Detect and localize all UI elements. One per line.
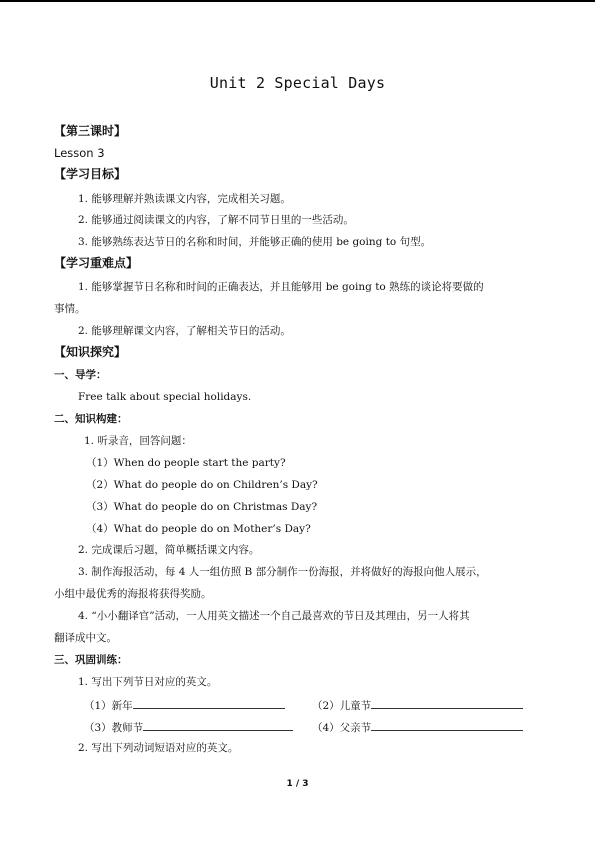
blank-row-teachers-day	[84, 719, 293, 735]
page-top-rule	[0, 0, 595, 2]
question-3: （3）What do people do on Christmas Day?	[86, 501, 318, 513]
blank-label-new-year: （1）新年	[84, 700, 133, 712]
answer-blank-childrens-day[interactable]	[371, 697, 523, 709]
key-point-2: 2. 能够理解课文内容，了解相关节日的活动。	[78, 325, 291, 337]
blank-row-fathers-day	[312, 719, 523, 735]
document-title: Unit 2 Special Days	[209, 74, 386, 92]
blank-label-childrens-day: （2）儿童节	[312, 700, 372, 712]
blank-label-teachers-day: （3）教师节	[84, 722, 144, 734]
blank-row-new-year	[84, 697, 285, 713]
build-item-3-line-2: 小组中最优秀的海报将获得奖励。	[54, 588, 212, 600]
question-4: （4）What do people do on Mother’s Day?	[86, 523, 311, 535]
practice-item-1: 1. 写出下列节日对应的英文。	[78, 676, 218, 688]
build-item-3-line-1: 3. 制作海报活动，每 4 人一组仿照 B 部分制作一份海报，并将做好的海报向他人展示，	[78, 566, 487, 578]
blank-label-fathers-day: （4）父亲节	[312, 722, 372, 734]
blank-row-childrens-day	[312, 697, 523, 713]
build-item-2: 2. 完成课后习题，简单概括课文内容。	[78, 544, 260, 556]
build-item-4-line-2: 翻译成中文。	[54, 632, 117, 644]
key-point-1-line-1: 1. 能够掌握节日名称和时间的正确表达，并且能够用 be going to 熟练的谈论将要做的	[78, 281, 484, 293]
build-heading: 二、知识构建：	[54, 413, 128, 425]
goal-item-2: 2. 能够通过阅读课文的内容，了解不同节日里的一些活动。	[78, 214, 354, 226]
key-points-heading: 【学习重难点】	[54, 256, 139, 270]
answer-blank-teachers-day[interactable]	[143, 719, 293, 731]
goals-heading: 【学习目标】	[54, 167, 127, 181]
answer-blank-new-year[interactable]	[133, 697, 285, 709]
question-2: （2）What do people do on Children’s Day?	[86, 479, 318, 491]
build-item-1: 1. 听录音，回答问题：	[84, 435, 192, 447]
lesson-label: Lesson 3	[54, 146, 105, 160]
guide-text: Free talk about special holidays.	[78, 391, 252, 403]
explore-heading: 【知识探究】	[54, 345, 127, 359]
page-number: 1 / 3	[286, 779, 309, 789]
guide-heading: 一、导学：	[54, 369, 107, 381]
period-heading: 【第三课时】	[54, 124, 127, 138]
practice-item-2: 2. 写出下列动词短语对应的英文。	[78, 742, 239, 754]
build-item-4-line-1: 4. “小小翻译官”活动，一人用英文描述一个自己最喜欢的节日及其理由，另一人将其	[78, 610, 470, 622]
key-point-1-line-2: 事情。	[54, 303, 86, 315]
goal-item-1: 1. 能够理解并熟读课文内容，完成相关习题。	[78, 193, 291, 205]
goal-item-3: 3. 能够熟练表达节日的名称和时间，并能够正确的使用 be going to 句型。	[78, 236, 432, 248]
question-1: （1）When do people start the party?	[86, 457, 286, 469]
answer-blank-fathers-day[interactable]	[371, 719, 523, 731]
practice-heading: 三、巩固训练：	[54, 654, 128, 666]
